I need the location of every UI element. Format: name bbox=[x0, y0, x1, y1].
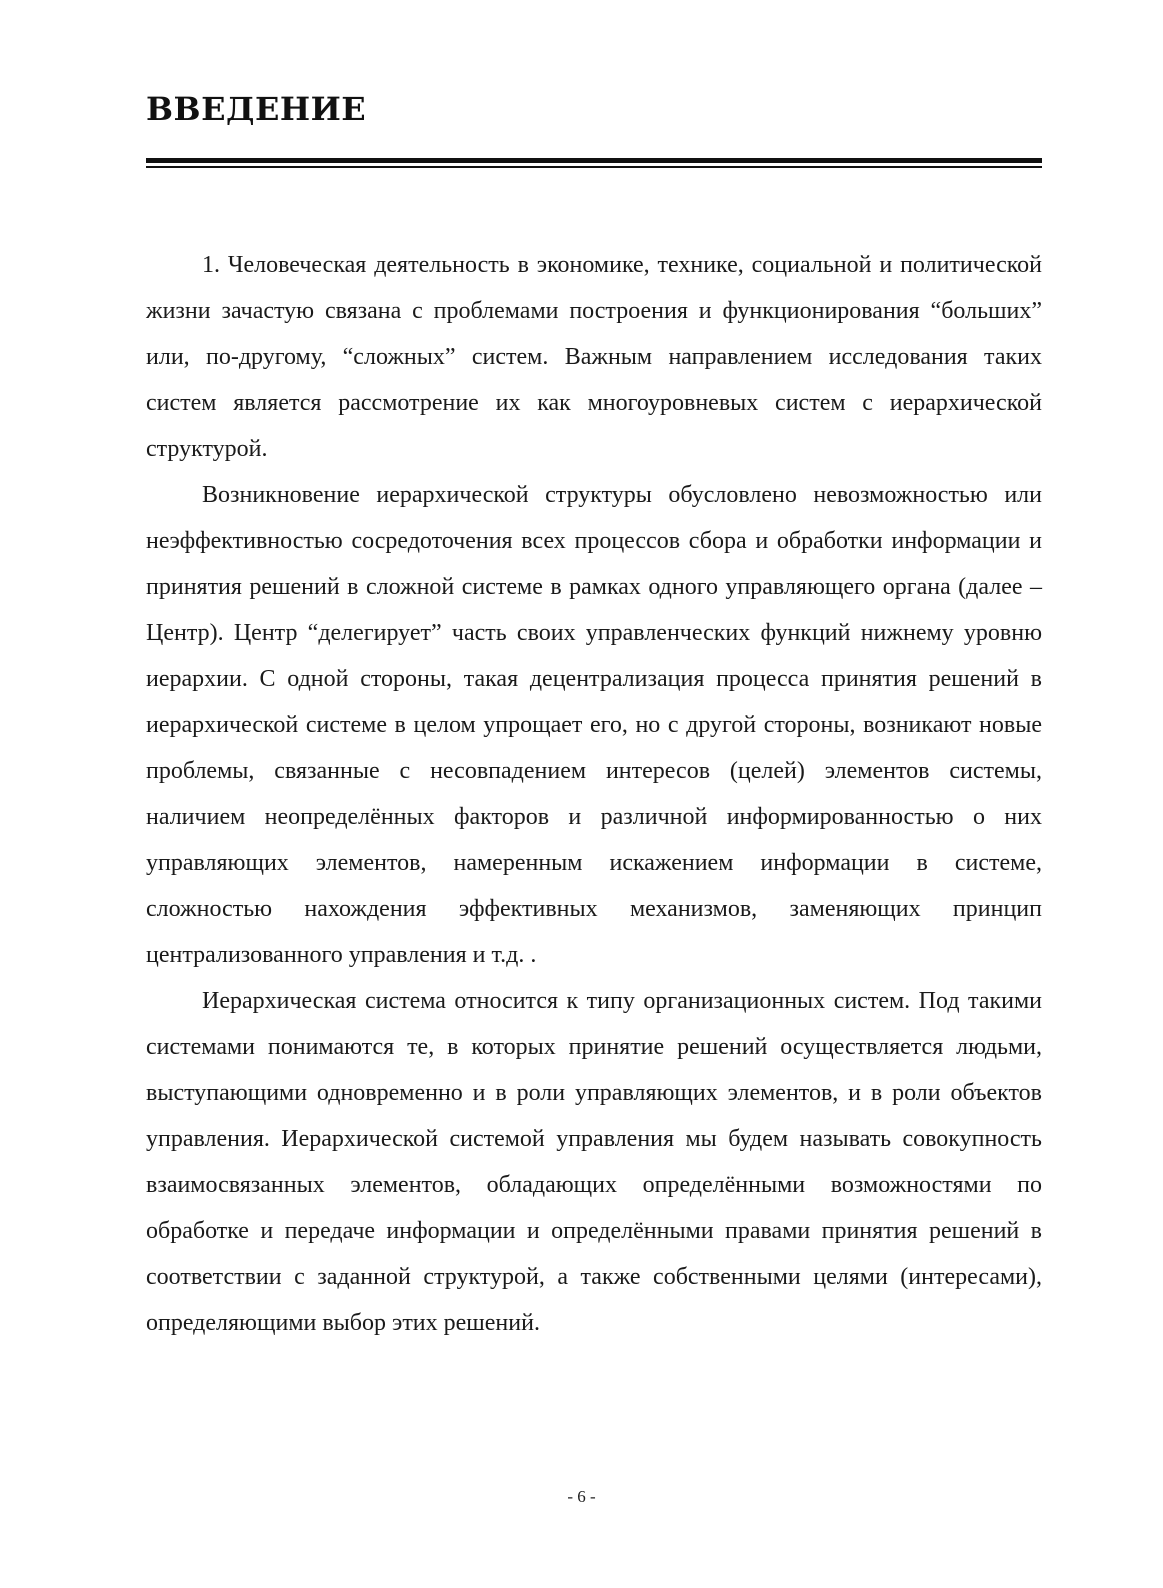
heading-rule-thick bbox=[146, 158, 1042, 163]
paragraph-1: 1. Человеческая деятельность в экономике, технике, социальной и политической жизни зачастую связана с проблемами построения и функционирования “больших” или, по-другому, “сложных” систем. Важным направлением исследования таких систем является рассмотрение их как многоуровневых систем с иерархической структурой. bbox=[146, 252, 1042, 462]
heading-rule-thin bbox=[146, 166, 1042, 168]
paragraph-2: Возникновение иерархической структуры обусловлено невозможностью или неэффективностью сосредоточения всех процессов сбора и обработки информации и принятия решений в сложной системе в рамках одного управляющего органа (далее – Центр). Центр “делегирует” часть своих управленческих функций нижнему уровню иерархии. С одной стороны, такая децентрализация процесса принятия решений в иерархической системе в целом упрощает его, но с другой стороны, возникают новые проблемы, связанные с несовпадением интересов (целей) элементов системы, наличием неопределённых факторов и различной информированностью о них управляющих элементов, намеренным искажением информации в системе, сложностью нахождения эффективных механизмов, заменяющих принцип централизованного управления и т.д. . bbox=[146, 482, 1042, 968]
page-number: - 6 - bbox=[567, 1487, 596, 1506]
section-heading: ВВЕДЕНИЕ bbox=[146, 90, 367, 128]
paragraph-3: Иерархическая система относится к типу организационных систем. Под такими системами понимаются те, в которых принятие решений осуществляется людьми, выступающими одновременно и в роли управляющих элементов, и в роли объектов управления. Иерархической системой управления мы будем называть совокупность взаимосвязанных элементов, обладающих определёнными возможностями по обработке и передаче информации и определёнными правами принятия решений в соответствии с заданной структурой, а также собственными целями (интересами), определяющими выбор этих решений. bbox=[146, 988, 1042, 1336]
body-text bbox=[146, 242, 1042, 1346]
